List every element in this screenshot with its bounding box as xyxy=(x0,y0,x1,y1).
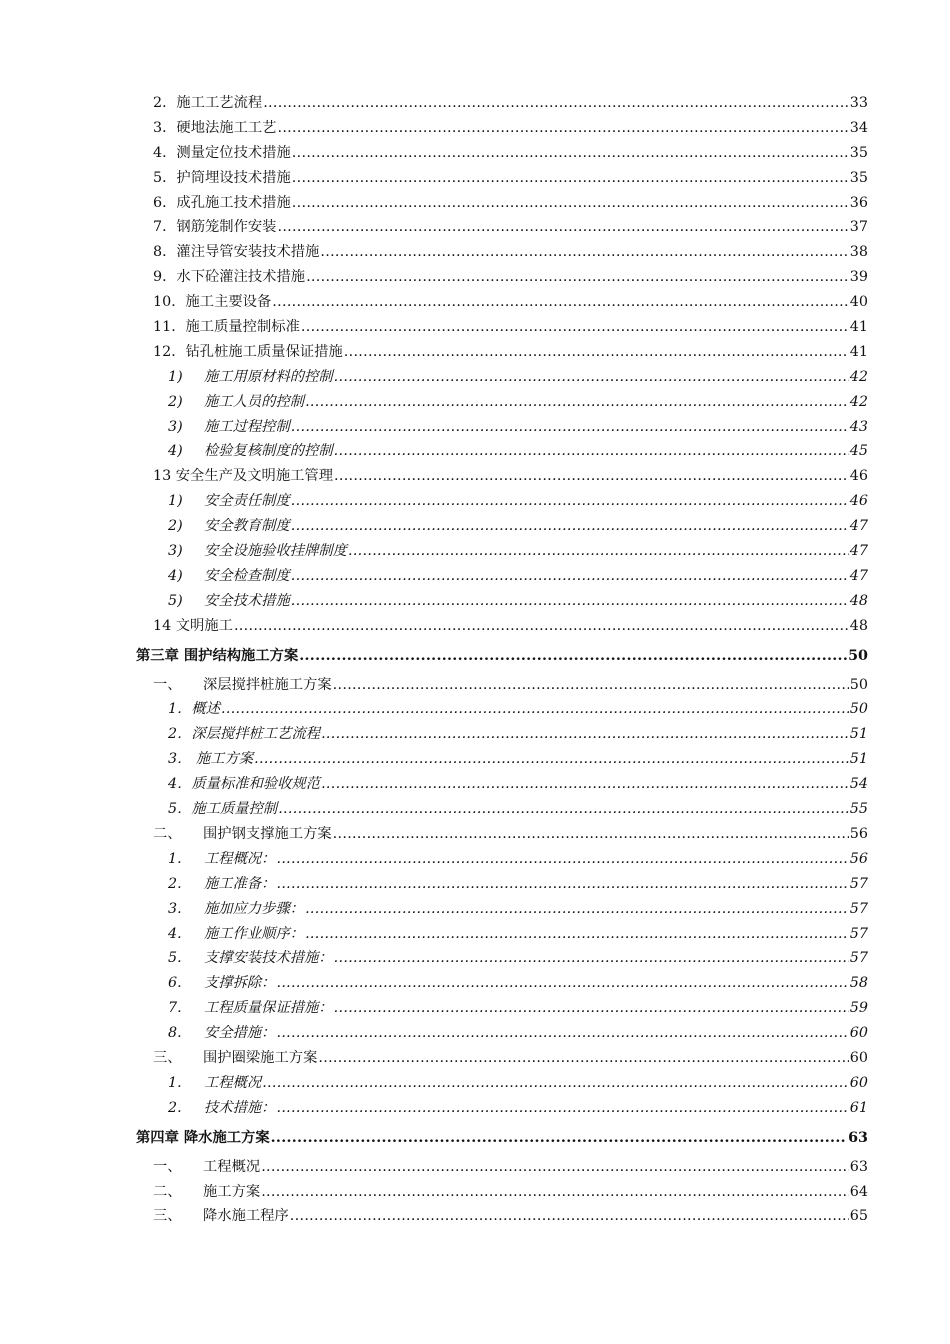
table-of-contents xyxy=(0,91,950,1229)
toc-entry-number: 三、 xyxy=(153,1208,182,1225)
dot-leader xyxy=(301,315,849,340)
toc-entry-title: 支撑拆除： xyxy=(204,975,276,992)
toc-entry-page-number: 50 xyxy=(848,647,868,664)
toc-entry-number: 一、 xyxy=(153,1158,182,1175)
toc-entry-page-number: 42 xyxy=(849,393,868,410)
dot-leader xyxy=(305,922,849,947)
toc-entry-title: 安全检查制度 xyxy=(204,567,290,584)
toc-entry[interactable] xyxy=(0,797,868,822)
dot-leader xyxy=(262,1071,849,1096)
toc-entry-title: 安全设施验收挂牌制度 xyxy=(204,543,347,560)
dot-leader xyxy=(306,265,849,290)
toc-entry[interactable] xyxy=(0,415,868,440)
toc-entry-number: 2. xyxy=(168,1099,182,1116)
toc-entry-page-number: 60 xyxy=(849,1049,868,1066)
toc-entry-title: 3．硬地法施工工艺 xyxy=(153,119,277,136)
toc-entry-title: 深层搅拌桩施工方案 xyxy=(203,676,332,693)
dot-leader xyxy=(333,822,849,847)
toc-entry-number: 8. xyxy=(168,1025,182,1042)
dot-leader xyxy=(321,722,849,747)
toc-entry-page-number: 41 xyxy=(849,319,868,336)
dot-leader xyxy=(276,872,848,897)
toc-entry-title: 工程概况： xyxy=(204,850,276,867)
toc-entry-number: 1. xyxy=(168,1074,182,1091)
dot-leader xyxy=(334,996,849,1021)
toc-entry-page-number: 38 xyxy=(849,244,868,261)
toc-entry-page-number: 48 xyxy=(849,592,868,609)
toc-entry[interactable] xyxy=(0,922,868,947)
toc-entry-page-number: 47 xyxy=(849,518,868,535)
toc-entry-number: 二、 xyxy=(153,825,182,842)
dot-leader xyxy=(334,946,849,971)
toc-entry-number: 2) xyxy=(168,393,183,410)
toc-entry-title: 施工人员的控制 xyxy=(204,393,305,410)
dot-leader xyxy=(344,340,849,365)
toc-entry[interactable] xyxy=(0,1204,868,1229)
toc-entry-number: 一、 xyxy=(153,676,182,693)
toc-entry-title: 围护圈梁施工方案 xyxy=(203,1049,318,1066)
toc-entry-page-number: 39 xyxy=(849,269,868,286)
toc-entry-page-number: 58 xyxy=(849,975,868,992)
toc-entry-number: 4) xyxy=(168,443,183,460)
toc-entry[interactable] xyxy=(0,697,868,722)
dot-leader xyxy=(276,1096,848,1121)
dot-leader xyxy=(292,166,849,191)
toc-entry-title: 支撑安装技术措施： xyxy=(204,950,333,967)
toc-entry-title: 1．概述 xyxy=(168,701,220,718)
dot-leader xyxy=(291,514,849,539)
toc-entry[interactable] xyxy=(0,747,868,772)
toc-entry[interactable] xyxy=(0,141,868,166)
toc-entry-page-number: 35 xyxy=(849,169,868,186)
toc-entry[interactable] xyxy=(0,1046,868,1071)
toc-entry[interactable] xyxy=(0,116,868,141)
toc-entry-number: 1) xyxy=(168,493,183,510)
toc-entry-title: 5．护筒埋设技术措施 xyxy=(153,169,291,186)
toc-entry-title: 12．钻孔桩施工质量保证措施 xyxy=(153,343,343,360)
toc-entry-page-number: 45 xyxy=(849,443,868,460)
toc-entry-page-number: 46 xyxy=(849,493,868,510)
toc-entry-page-number: 57 xyxy=(849,950,868,967)
toc-entry-page-number: 56 xyxy=(849,825,868,842)
toc-entry[interactable] xyxy=(0,240,868,265)
toc-entry-page-number: 59 xyxy=(849,1000,868,1017)
toc-entry[interactable] xyxy=(0,1180,868,1205)
toc-entry[interactable] xyxy=(0,614,868,639)
dot-leader xyxy=(278,797,849,822)
toc-entry[interactable] xyxy=(0,1096,868,1121)
toc-entry-title: 13 安全生产及文明施工管理 xyxy=(153,468,334,485)
toc-entry-title: 3． 施工方案 xyxy=(168,751,254,768)
toc-entry-number: 3) xyxy=(168,418,183,435)
toc-entry[interactable] xyxy=(0,166,868,191)
toc-entry-page-number: 35 xyxy=(849,144,868,161)
dot-leader xyxy=(276,1021,848,1046)
toc-entry[interactable] xyxy=(0,872,868,897)
toc-entry-title: 施加应力步骤： xyxy=(204,900,305,917)
toc-entry-title: 4．测量定位技术措施 xyxy=(153,144,291,161)
toc-entry-title: 技术措施： xyxy=(204,1099,276,1116)
toc-entry-page-number: 37 xyxy=(849,219,868,236)
toc-entry[interactable] xyxy=(0,722,868,747)
dot-leader xyxy=(261,1155,849,1180)
toc-entry[interactable] xyxy=(0,772,868,797)
toc-entry-number: 5. xyxy=(168,950,182,967)
toc-entry[interactable] xyxy=(0,215,868,240)
toc-entry[interactable] xyxy=(0,514,868,539)
toc-entry-page-number: 43 xyxy=(849,418,868,435)
toc-entry-title: 安全技术措施 xyxy=(204,592,290,609)
toc-entry[interactable] xyxy=(0,290,868,315)
toc-entry-title: 工程质量保证措施： xyxy=(204,1000,333,1017)
toc-entry-page-number: 57 xyxy=(849,900,868,917)
toc-entry[interactable] xyxy=(0,340,868,365)
toc-entry[interactable] xyxy=(0,564,868,589)
toc-entry-title: 7．钢筋笼制作安装 xyxy=(153,219,277,236)
toc-entry-number: 三、 xyxy=(153,1049,182,1066)
toc-entry-page-number: 55 xyxy=(849,801,868,818)
dot-leader xyxy=(272,290,849,315)
toc-entry[interactable] xyxy=(0,589,868,614)
toc-entry[interactable] xyxy=(0,822,868,847)
toc-entry[interactable] xyxy=(0,996,868,1021)
dot-leader xyxy=(305,390,849,415)
toc-entry-page-number: 57 xyxy=(849,875,868,892)
dot-leader xyxy=(318,1046,848,1071)
dot-leader xyxy=(305,897,849,922)
toc-entry-number: 4) xyxy=(168,567,183,584)
dot-leader xyxy=(299,639,847,673)
dot-leader xyxy=(277,116,848,141)
toc-entry-title: 施工过程控制 xyxy=(204,418,290,435)
toc-entry-title: 6．成孔施工技术措施 xyxy=(153,194,291,211)
toc-entry-title: 降水施工程序 xyxy=(203,1208,289,1225)
toc-entry-title: 施工方案 xyxy=(203,1183,261,1200)
toc-entry-title: 检验复核制度的控制 xyxy=(204,443,333,460)
toc-entry-page-number: 46 xyxy=(849,468,868,485)
dot-leader xyxy=(290,1204,849,1229)
toc-entry[interactable] xyxy=(0,315,868,340)
toc-entry-page-number: 51 xyxy=(849,726,868,743)
toc-entry-title: 安全措施： xyxy=(204,1025,276,1042)
dot-leader xyxy=(277,215,848,240)
toc-entry-title: 11．施工质量控制标准 xyxy=(153,319,300,336)
dot-leader xyxy=(221,697,849,722)
toc-entry-page-number: 50 xyxy=(849,676,868,693)
toc-entry-title: 安全教育制度 xyxy=(204,518,290,535)
toc-entry-number: 5) xyxy=(168,592,183,609)
toc-entry-number: 3. xyxy=(168,900,182,917)
toc-entry[interactable] xyxy=(0,489,868,514)
toc-entry-title: 5．施工质量控制 xyxy=(168,801,278,818)
toc-entry-number: 2) xyxy=(168,518,183,535)
toc-entry-page-number: 57 xyxy=(849,925,868,942)
toc-entry-title: 第三章 围护结构施工方案 xyxy=(136,647,299,664)
dot-leader xyxy=(291,415,849,440)
dot-leader xyxy=(276,971,848,996)
toc-entry[interactable] xyxy=(0,971,868,996)
toc-entry[interactable] xyxy=(0,390,868,415)
dot-leader xyxy=(292,141,849,166)
toc-entry-title: 工程概况 xyxy=(203,1158,261,1175)
dot-leader xyxy=(276,847,848,872)
toc-entry[interactable] xyxy=(0,265,868,290)
toc-entry-page-number: 47 xyxy=(849,567,868,584)
toc-chapter-entry[interactable] xyxy=(0,1121,868,1155)
dot-leader xyxy=(320,240,848,265)
toc-entry-title: 14 文明施工 xyxy=(153,617,233,634)
dot-leader xyxy=(234,614,849,639)
toc-entry-page-number: 40 xyxy=(849,294,868,311)
toc-entry-page-number: 63 xyxy=(849,1158,868,1175)
dot-leader xyxy=(263,91,849,116)
dot-leader xyxy=(333,673,849,698)
toc-entry-title: 施工准备： xyxy=(204,875,276,892)
toc-entry-page-number: 50 xyxy=(849,701,868,718)
toc-entry-page-number: 63 xyxy=(848,1129,868,1146)
toc-entry-title: 围护钢支撑施工方案 xyxy=(203,825,332,842)
dot-leader xyxy=(334,464,849,489)
toc-entry[interactable] xyxy=(0,897,868,922)
toc-entry-page-number: 54 xyxy=(849,776,868,793)
toc-entry-title: 施工作业顺序： xyxy=(204,925,305,942)
toc-entry-page-number: 65 xyxy=(849,1208,868,1225)
toc-entry-title: 10．施工主要设备 xyxy=(153,294,272,311)
dot-leader xyxy=(321,772,849,797)
toc-chapter-entry[interactable] xyxy=(0,639,868,673)
toc-entry-page-number: 48 xyxy=(849,617,868,634)
toc-entry-title: 施工用原材料的控制 xyxy=(204,368,333,385)
toc-entry-number: 二、 xyxy=(153,1183,182,1200)
toc-entry[interactable] xyxy=(0,847,868,872)
toc-entry-number: 2. xyxy=(168,875,182,892)
toc-entry[interactable] xyxy=(0,673,868,698)
toc-entry[interactable] xyxy=(0,464,868,489)
toc-entry-number: 1) xyxy=(168,368,183,385)
toc-entry-title: 8．灌注导管安装技术措施 xyxy=(153,244,320,261)
toc-entry-page-number: 60 xyxy=(849,1074,868,1091)
toc-entry-title: 2．深层搅拌桩工艺流程 xyxy=(168,726,321,743)
toc-entry[interactable] xyxy=(0,439,868,464)
toc-entry-number: 1. xyxy=(168,850,182,867)
toc-entry[interactable] xyxy=(0,191,868,216)
toc-entry-number: 4. xyxy=(168,925,182,942)
toc-entry-number: 3) xyxy=(168,543,183,560)
dot-leader xyxy=(271,1121,847,1155)
dot-leader xyxy=(291,489,849,514)
toc-entry[interactable] xyxy=(0,1021,868,1046)
toc-entry-number: 6. xyxy=(168,975,182,992)
toc-entry-page-number: 42 xyxy=(849,368,868,385)
toc-entry-page-number: 36 xyxy=(849,194,868,211)
toc-entry[interactable] xyxy=(0,91,868,116)
toc-entry-title: 工程概况 xyxy=(204,1074,262,1091)
toc-entry-page-number: 56 xyxy=(849,850,868,867)
toc-entry-page-number: 34 xyxy=(849,119,868,136)
dot-leader xyxy=(254,747,849,772)
toc-entry-title: 安全责任制度 xyxy=(204,493,290,510)
toc-entry-number: 7. xyxy=(168,1000,182,1017)
toc-entry[interactable] xyxy=(0,365,868,390)
toc-entry-title: 2．施工工艺流程 xyxy=(153,95,263,111)
dot-leader xyxy=(334,439,849,464)
toc-entry-page-number: 33 xyxy=(849,95,868,111)
toc-entry-page-number: 47 xyxy=(849,543,868,560)
toc-entry-page-number: 60 xyxy=(849,1025,868,1042)
toc-entry-page-number: 64 xyxy=(849,1183,868,1200)
dot-leader xyxy=(348,539,849,564)
toc-entry[interactable] xyxy=(0,1155,868,1180)
toc-entry-page-number: 41 xyxy=(849,343,868,360)
toc-entry[interactable] xyxy=(0,946,868,971)
toc-entry[interactable] xyxy=(0,1071,868,1096)
toc-entry-page-number: 51 xyxy=(849,751,868,768)
toc-entry-title: 4．质量标准和验收规范 xyxy=(168,776,321,793)
toc-entry-title: 9．水下砼灌注技术措施 xyxy=(153,269,306,286)
toc-entry-title: 第四章 降水施工方案 xyxy=(136,1129,270,1146)
dot-leader xyxy=(334,365,849,390)
toc-entry-page-number: 61 xyxy=(849,1099,868,1116)
toc-entry[interactable] xyxy=(0,539,868,564)
dot-leader xyxy=(261,1180,849,1205)
dot-leader xyxy=(291,589,849,614)
dot-leader xyxy=(292,191,849,216)
dot-leader xyxy=(291,564,849,589)
